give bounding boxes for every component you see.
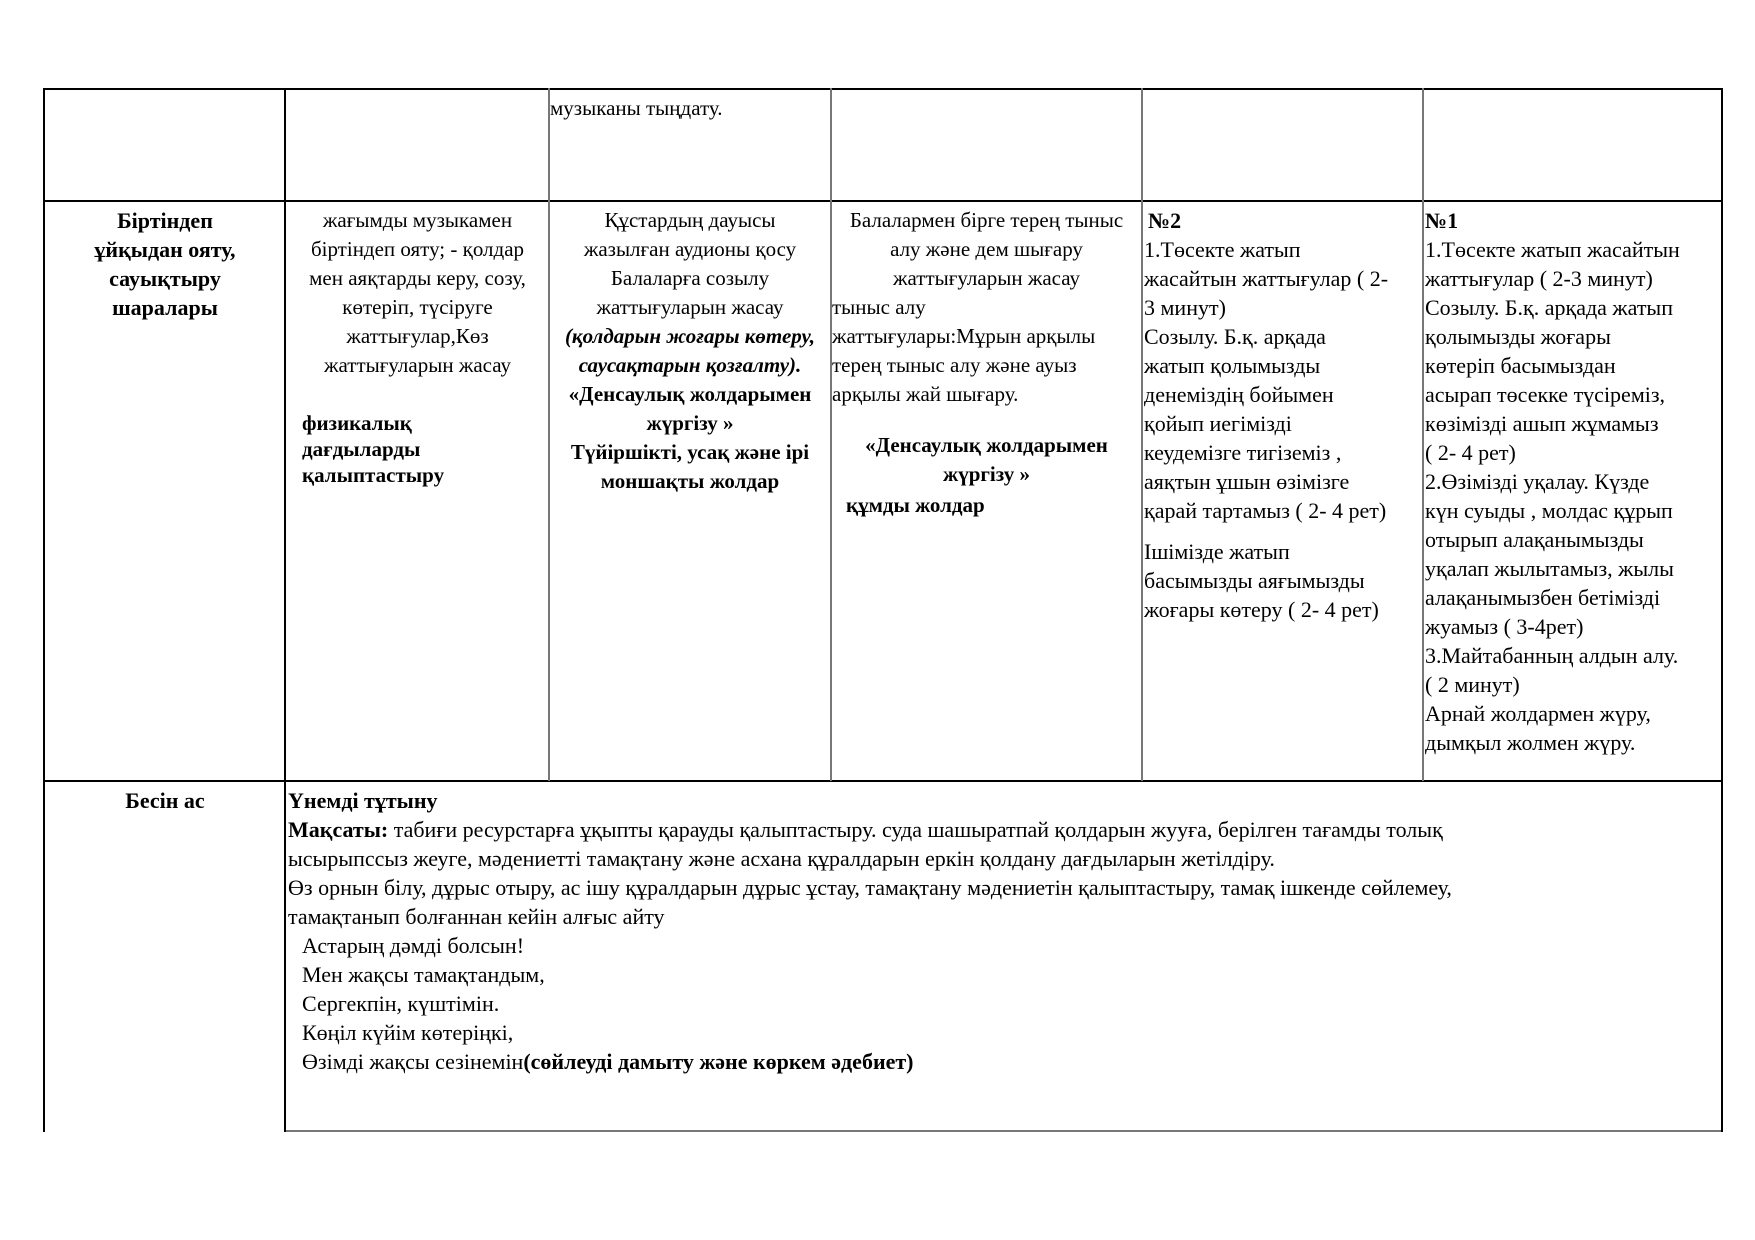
row2-col2-skill: физикалық дағдыларды қалыптастыру xyxy=(302,411,445,487)
row1-col3-text: музыканы тыңдату. xyxy=(550,96,723,120)
row2-col3-text: Құстардың дауысы жазылған аудионы қосу Балаларға созылу жаттығуларын жасау (қолдарын жоғары көтеру, саусақтарын қозғалту). «Денсаулық жолдарымен жүргізу » Түйіршікті, усақ және ірі моншақты жолдар xyxy=(564,208,816,493)
col-divider-5 xyxy=(1422,88,1424,781)
row2-col5-exercises-2: Ішімізде жатып басымызды аяғымызды жоғары көтеру ( 2- 4 рет) xyxy=(1144,539,1379,622)
exercise-heading-2: №2 xyxy=(1148,208,1182,233)
table-left-border xyxy=(43,88,45,1132)
exercise-heading-1: №1 xyxy=(1425,208,1459,233)
row2-col4-breathing: тыныс алу жаттығулары:Мұрын арқылы терең тыныс алу және ауыз арқылы жай шығару. xyxy=(832,295,1096,406)
row3-title: Үнемді тұтыну xyxy=(288,788,438,813)
row-divider-2 xyxy=(43,780,1723,782)
goal-label: Мақсаты: xyxy=(288,817,389,842)
col-divider-4 xyxy=(1141,88,1143,781)
row2-col5-exercises: №2 1.Төсекте жатып жасайтын жаттығулар ( 2- 3 минут) Созылу. Б.қ. арқада жатып қолымызды денеміздің бойымен қойып иегімізді кеудемізге тигіземіз , аяқтын ұшын өзімізге қарай тартамыз ( 2- 4 рет) xyxy=(1144,208,1389,523)
table-right-border xyxy=(1721,88,1723,1132)
table-bottom-border xyxy=(284,1130,1723,1132)
col-divider-1 xyxy=(284,88,286,1132)
row2-col4-intro: Балалармен бірге терең тыныс алу және дем шығару жаттығуларын жасау xyxy=(849,208,1124,290)
table-top-border xyxy=(43,88,1723,90)
row3-content: Үнемді тұтыну Мақсаты: табиғи ресурстарға ұқыпты қарауды қалыптастыру. суда шашыратпай қолдарын жууға, берілген тағамды толық ысырыпссыз жеуге, мәдениетті тамақтану және асхана құралдарын еркін қолдану дағдыларын жетілдіру. Өз орнын білу, дұрыс отыру, ас ішу құралдарын дұрыс ұстау, тамақтану мәдениетін қалыптастыру, тамақ ішкенде сөйлемеу, тамақтанып болғаннан кейін алғыс айту Астарың дәмді болсын! Мен жақсы тамақтандым, Сергекпін, күштімін. Көңіл күйім көтеріңкі, Өзімді жақсы сезінемін(сөйлеуді дамыту және көркем әдебиет) xyxy=(288,788,1452,1074)
row2-col4-sand-paths: құмды жолдар xyxy=(846,493,985,517)
activity-title-lunch: Бесін ас xyxy=(125,788,205,813)
row-divider-1 xyxy=(43,200,1723,202)
poem-subject-note: (сөйлеуді дамыту және көркем әдебиет) xyxy=(523,1049,914,1074)
activity-title-waking: Біртіндеп ұйқыдан ояту, сауықтыру шаралары xyxy=(94,208,236,320)
row2-col4-health-paths: «Денсаулық жолдарымен жүргізу » xyxy=(865,433,1108,486)
row2-col6-exercises: №1 1.Төсекте жатып жасайтын жаттығулар ( 2-3 минут) Созылу. Б.қ. арқада жатып қолымызды жоғары көтеріп басымыздан асырап төсекке түсіреміз, көзімізді ашып жұмамыз ( 2- 4 рет) 2.Өзімізді уқалау. Күзде күн суыды , молдас құрып отырып алақанымызды уқалап жылытамыз, жылы алақанымызбен бетімізді жуамыз ( 3-4рет) 3.Майтабанның алдын алу. ( 2 минут) Арнай жолдармен жүру, дымқыл жолмен жүру. xyxy=(1425,208,1680,755)
row2-col2-text: жағымды музыкамен біртіндеп ояту; - қолдар мен аяқтарды керу, созу, көтеріп, түсіруге жаттығулар,Көз жаттығуларын жасау xyxy=(309,208,526,377)
